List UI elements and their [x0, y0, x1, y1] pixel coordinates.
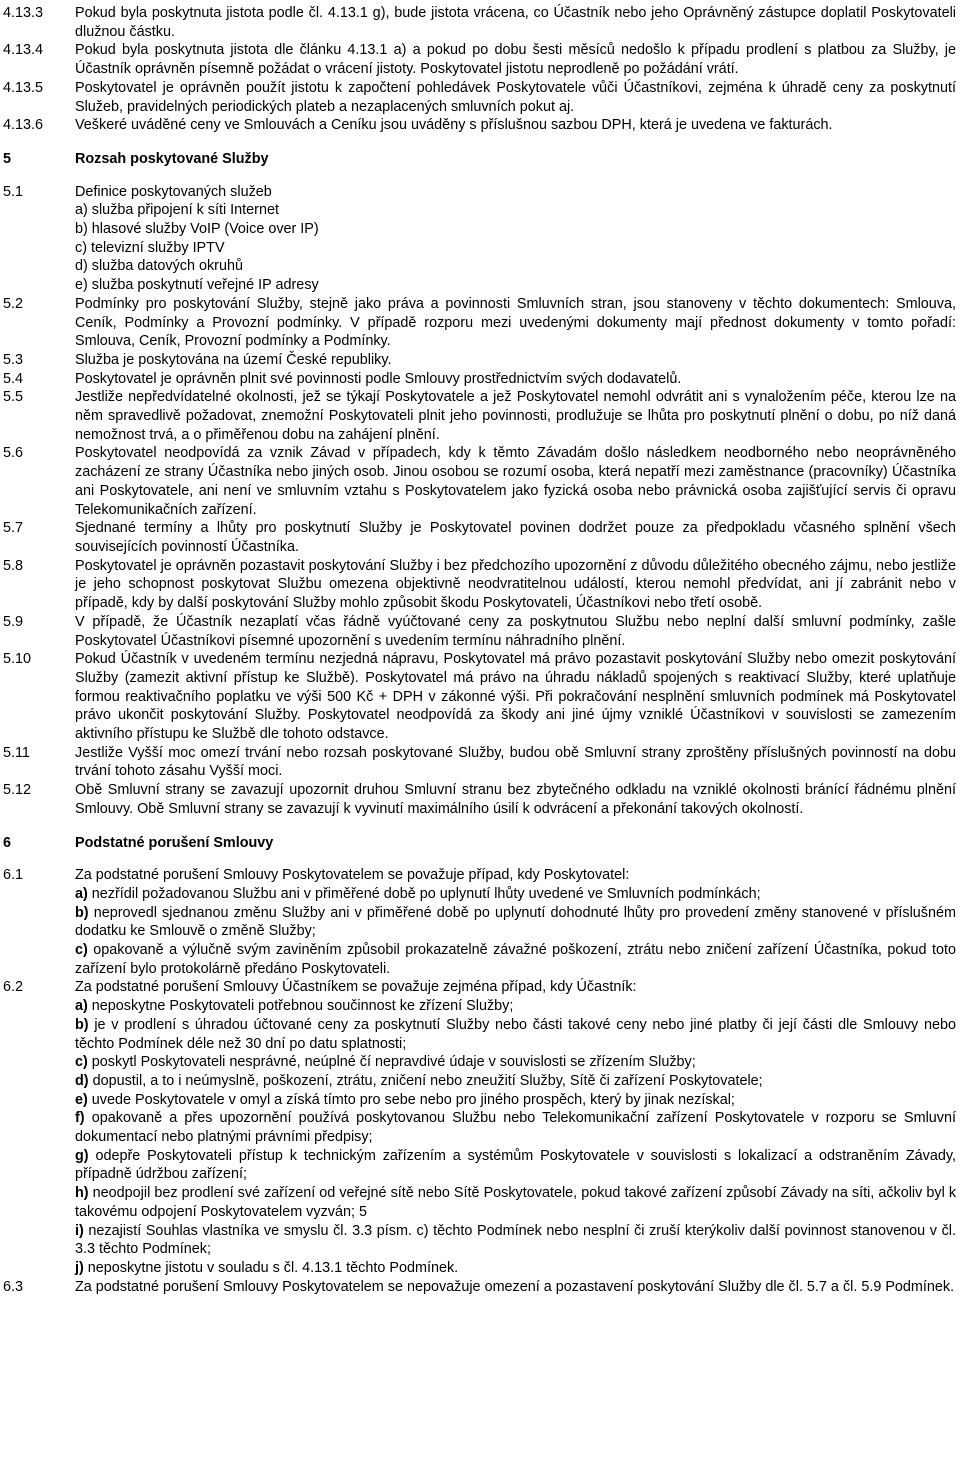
list-item-label: a) — [75, 998, 88, 1015]
paragraph-text: Sjednané termíny a lhůty pro poskytnutí Služby je Poskytovatel povinen dodržet pouze za předpokladu včasného splnění všech souvisejících povinností Účastníka. — [75, 520, 956, 555]
paragraph-text — [75, 978, 956, 1277]
list-item-text: neposkytne jistotu v souladu s čl. 4.13.1 těchto Podmínek. — [87, 1260, 459, 1276]
list-item-label: i) — [75, 1222, 84, 1239]
list-item — [75, 1016, 956, 1053]
section-4-13-paragraphs — [3, 4, 956, 135]
list-item-label: a) — [75, 885, 88, 902]
paragraph-text: Poskytovatel je oprávněn použít jistotu k započtení pohledávek Poskytovatele vůči Účastníkovi, zejména k úhradě ceny za poskytnutí Služeb, pravidelných periodických plateb a nezaplacených smluvních pokut aj. — [75, 79, 956, 115]
paragraph-text — [75, 866, 956, 978]
paragraph-5-4 — [3, 370, 956, 389]
paragraph-5-2 — [3, 295, 956, 351]
list-item — [75, 1259, 956, 1278]
paragraph-intro: Za podstatné porušení Smlouvy Účastníkem se považuje zejména případ, kdy Účastník: — [75, 979, 637, 996]
list-item-text: je v prodlení s úhradou účtované ceny za poskytnutí Služby nebo části takové ceny nebo jiné platby či její části dle Smlouvy nebo těchto Podmínek déle než 30 dní po datu splatnosti; — [75, 1016, 956, 1052]
list-item-label: j) — [75, 1260, 84, 1276]
list-item-label: f) — [75, 1110, 85, 1127]
paragraph-text: Jestliže Vyšší moc omezí trvání nebo rozsah poskytované Služby, budou obě Smluvní strany zproštěny příslušných povinností na dobu trvání tohoto zásahu Vyšší moci. — [75, 744, 956, 780]
list-item-label: g) — [75, 1147, 89, 1164]
list-item-label: b) — [75, 1016, 89, 1033]
paragraph-text: V případě, že Účastník nezaplatí včas řádně vyúčtované ceny za poskytnutou Službu nebo neplní další smluvní podmínky, zašle Poskytovatel Účastníkovi písemné upozornění s uvedením termínu náhradního plnění. — [75, 613, 956, 649]
paragraph-text: Poskytovatel neodpovídá za vznik Závad v případech, kdy k těmto Závadám došlo následkem neodborného nebo neoprávněného zacházení ze strany Účastníka nebo jiných osob. Jinou osobou se rozumí osoba, která nepatří mezi zaměstnance (pracovníky) Účastníka ani Poskytovatele, ani není ve smluvním vztahu s Poskytovatelem jako fyzická osoba nebo právnická osoba zajišťující servis či opravu Telekomunikačních zařízení. — [75, 445, 956, 518]
paragraph-number: 5.7 — [3, 520, 24, 537]
paragraph-number: 5.2 — [3, 295, 24, 312]
paragraph-text: Veškeré uváděné ceny ve Smlouvách a Ceníku jsou uváděny s příslušnou sazbou DPH, která je uvedena ve fakturách. — [75, 117, 833, 134]
paragraph-text: Podmínky pro poskytování Služby, stejně jako práva a povinnosti Smluvních stran, jsou stanoveny v těchto dokumentech: Smlouva, Ceník, Podmínky a Provozní podmínky. V případě rozporu mezi uvedenými dokumenty mají přednost dokumenty v tomto pořadí: Smlouva, Ceník, Provozní podmínky a Podmínky. — [75, 295, 956, 350]
paragraph-5-11 — [3, 744, 956, 781]
paragraph-5-6 — [3, 444, 956, 519]
list-item-text: poskytl Poskytovateli nesprávné, neúplné čí nepravdivé údaje v souvislosti se zřízením Služby; — [91, 1054, 696, 1071]
paragraph-text: Obě Smluvní strany se zavazují upozornit druhou Smluvní stranu bez zbytečného odkladu na vzniklé okolnosti bránící řádnému plnění Smlouvy. Obě Smluvní strany se zavazují k vyvinutí maximálního úsilí k odvrácení a překonání takových okolností. — [75, 782, 956, 817]
paragraph-5-9 — [3, 613, 956, 650]
list-item — [75, 997, 956, 1016]
paragraph-6-3 — [3, 1278, 956, 1297]
list-line: a) služba připojení k síti Internet — [75, 202, 279, 219]
list-line: Definice poskytovaných služeb — [75, 183, 272, 200]
list-item-label: d) — [75, 1072, 89, 1089]
paragraph-number: 5.4 — [3, 370, 24, 387]
paragraph-5-12 — [3, 781, 956, 818]
list-item-text: odepře Poskytovateli přístup k technickým zařízením a systémům Poskytovatele v souvislosti s lokalizací a odstraněním Závady, případně údržbou zařízení; — [75, 1147, 956, 1183]
paragraph-number: 6.3 — [3, 1278, 24, 1295]
list-item-label: e) — [75, 1091, 88, 1108]
paragraph-text: Poskytovatel je oprávněn pozastavit poskytování Služby i bez předchozího upozornění z důvodu důležitého obecného zájmu, nebo jestliže je jeho schopnost poskytovat Službu omezena objektivně neodvratitelnou událostí, kterou nemohl předvídat, ani jí zabránit nebo v případě, kdy by další poskytování Služby mohlo způsobit škodu Poskytovateli, Účastníkovi nebo třetí osobě. — [75, 557, 956, 612]
paragraph-text: Poskytovatel je oprávněn plnit své povinnosti podle Smlouvy prostřednictvím svých dodavatelů. — [75, 370, 682, 387]
list-item-text: neposkytne Poskytovateli potřebnou součinnost ke zřízení Služby; — [91, 998, 514, 1015]
section-title: Rozsah poskytované Služby — [75, 150, 269, 167]
paragraph-number: 4.13.6 — [3, 117, 44, 134]
list-item — [75, 1147, 956, 1184]
list-item-label: b) — [75, 904, 89, 921]
list-item-label: c) — [75, 942, 88, 959]
list-item — [75, 1222, 956, 1259]
list-item-text: uvede Poskytovatele v omyl a získá tímto pro sebe nebo pro jiného prospěch, který by jinak nezískal; — [91, 1091, 735, 1108]
paragraph-5-5 — [3, 388, 956, 444]
paragraph-5-3 — [3, 351, 956, 370]
paragraph-text: Služba je poskytována na území České republiky. — [75, 351, 392, 368]
list-item-text: nezajistí Souhlas vlastníka ve smyslu čl. 3.3 písm. c) těchto Podmínek nebo nesplní či zruší kterýkoliv další povinnost stanovenou v čl. 3.3 těchto Podmínek; — [75, 1222, 956, 1258]
paragraph-number: 4.13.5 — [3, 79, 44, 96]
paragraph-number: 4.13.3 — [3, 5, 44, 21]
paragraph-number: 5.6 — [3, 445, 24, 462]
paragraph-number: 5.5 — [3, 389, 24, 406]
list-item — [75, 941, 956, 978]
paragraph-number: 5.3 — [3, 351, 24, 368]
paragraph-number: 6.1 — [3, 867, 24, 884]
list-item — [75, 885, 956, 904]
paragraph-number: 4.13.4 — [3, 42, 44, 59]
paragraph-number: 5.1 — [3, 183, 24, 200]
section-title: Podstatné porušení Smlouvy — [75, 834, 274, 851]
list-item-text: neprovedl sjednanou změnu Služby ani v přiměřené době po uplynutí dohodnuté lhůty pro provedení změny stanovené v příslušném dodatku ke Smlouvě o změně Služby; — [75, 904, 956, 940]
list-item-label: c) — [75, 1054, 88, 1071]
paragraph-number: 5.12 — [3, 782, 32, 799]
paragraph-number: 5.8 — [3, 557, 24, 574]
paragraph-5-8 — [3, 557, 956, 613]
paragraph-4-13-6 — [3, 116, 956, 135]
paragraph-intro: Za podstatné porušení Smlouvy Poskytovatelem se považuje případ, kdy Poskytovatel: — [75, 867, 630, 884]
section-number: 5 — [3, 150, 12, 167]
paragraph-6-2 — [3, 978, 956, 1277]
list-item — [75, 1091, 956, 1110]
paragraph-4-13-5 — [3, 79, 956, 116]
paragraph-number: 5.9 — [3, 613, 24, 630]
paragraph-text: Pokud Účastník v uvedeném termínu nezjedná nápravu, Poskytovatel má právo pozastavit poskytování Služby nebo omezit poskytování Služby (zamezit aktivní přístup ke Službě). Poskytovatel má právo na úhradu nákladů spojených s reaktivací Služby, které uplatňuje formou reaktivačního poplatku ve výši 500 Kč + DPH v zákonné výši. Při pokračování nesplnění smluvních podmínek má Poskytovatel právo ukončit poskytování Služby. Poskytovatel neodpovídá za škody ani jiné újmy vzniklé Účastníkovi v souvislosti se zamezením aktivního přístupu ke Službě dle tohoto odstavce. — [75, 651, 956, 743]
paragraph-text: Pokud byla poskytnuta jistota dle článku 4.13.1 a) a pokud po dobu šesti měsíců nedošlo k případu prodlení s platbou za Služby, je Účastník oprávněn písemně požádat o vrácení jistoty. Poskytovatel jistotu neprodleně po požádání vrátí. — [75, 42, 956, 78]
paragraph-5-10 — [3, 650, 956, 744]
list-line: e) služba poskytnutí veřejné IP adresy — [75, 277, 319, 294]
list-item-text: neodpojil bez prodlení své zařízení od veřejné sítě nebo Sítě Poskytovatele, pokud takové zařízení způsobí Závady na síti, ačkoliv byl k takovému odpojení Poskytovatelem vyzván; 5 — [75, 1185, 957, 1220]
list-line: c) televizní služby IPTV — [75, 239, 225, 256]
paragraph-4-13-4 — [3, 41, 956, 78]
paragraph-5-1 — [3, 183, 956, 295]
list-line: d) služba datových okruhů — [75, 258, 243, 275]
list-item — [75, 904, 956, 941]
list-item — [75, 1053, 956, 1072]
list-line: b) hlasové služby VoIP (Voice over IP) — [75, 221, 319, 238]
paragraph-5-7 — [3, 519, 956, 556]
paragraph-number: 5.10 — [3, 651, 32, 668]
paragraph-4-13-3 — [3, 4, 956, 41]
paragraph-text — [75, 183, 956, 295]
list-item — [75, 1184, 956, 1221]
paragraph-text: Jestliže nepředvídatelné okolnosti, jež se týkají Poskytovatele a jež Poskytovatel nemohl odvrátit ani s vynaložením péče, kterou lze na něm spravedlivě požadovat, znemožní Poskytovateli plnit jeho povinnosti, prodlužuje se lhůta pro poskytnutí plnění o dobu, po níž daná nemožnost trvá, a o přiměřenou dobu na zahájení plnění. — [75, 389, 956, 443]
list-item-text: dopustil, a to i neúmyslně, poškození, ztrátu, zničení nebo zneužití Služby, Sítě či zařízení Poskytovatele; — [92, 1072, 763, 1089]
section-5-paragraphs — [3, 295, 956, 819]
list-item-text: opakovaně a výlučně svým zaviněním způsobil prokazatelně závažné poškození, ztrátu nebo zničení zařízení Účastníka, pokud toto zařízení bylo protokolárně předáno Poskytovateli. — [75, 942, 956, 977]
paragraph-number: 6.2 — [3, 979, 24, 996]
paragraph-6-1 — [3, 866, 956, 978]
section-6-heading — [3, 834, 956, 853]
list-item-label: h) — [75, 1185, 89, 1202]
paragraph-text: Za podstatné porušení Smlouvy Poskytovatelem se nepovažuje omezení a pozastavení poskytování Služby dle čl. 5.7 a čl. 5.9 Podmínek. — [75, 1278, 955, 1295]
section-number: 6 — [3, 834, 12, 851]
paragraph-text: Pokud byla poskytnuta jistota podle čl. 4.13.1 g), bude jistota vrácena, co Účastník nebo jeho Oprávněný zástupce doplatil Poskytovateli dlužnou částku. — [75, 5, 956, 40]
list-item-text: opakovaně a přes upozornění používá poskytovanou Službu nebo Telekomunikační zařízení Poskytovatele v rozporu se Smluvní dokumentací nebo platnými právními předpisy; — [75, 1110, 957, 1146]
paragraph-number: 5.11 — [3, 744, 30, 761]
section-5-heading — [3, 150, 956, 169]
list-item — [75, 1072, 956, 1091]
list-item-text: nezřídil požadovanou Službu ani v přiměřené době po uplynutí lhůty uvedené ve Smluvních podmínkách; — [91, 885, 761, 902]
list-item — [75, 1109, 956, 1146]
